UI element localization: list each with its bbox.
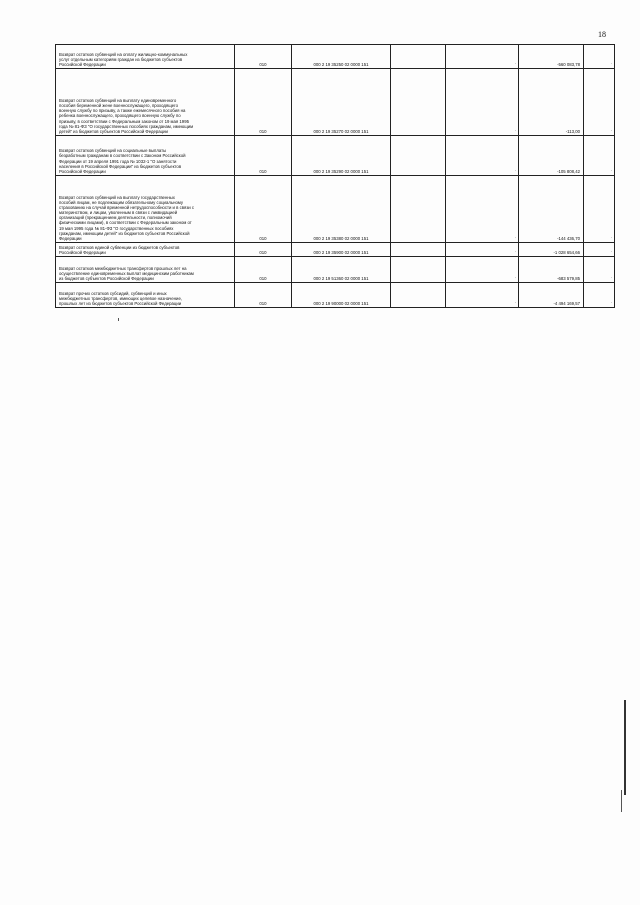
row-empty-cell — [391, 69, 446, 136]
row-budget-classification-code — [292, 283, 391, 308]
tick-mark: · — [514, 275, 516, 281]
page-number: 18 — [598, 30, 606, 39]
row-line-code-text: 010 — [259, 300, 267, 306]
row-line-code-text: 010 — [259, 128, 267, 134]
tick-mark: · — [514, 61, 516, 67]
row-empty-cell — [584, 45, 615, 69]
row-budget-classification-code — [292, 257, 391, 283]
row-empty-cell — [391, 136, 446, 176]
row-description — [56, 176, 235, 243]
row-amount-text: -1 028 654,66 — [553, 249, 580, 255]
row-empty-cell — [446, 243, 519, 257]
tick-mark: · — [610, 275, 612, 281]
row-empty-cell — [391, 283, 446, 308]
table-row — [56, 283, 615, 308]
row-amount — [519, 283, 584, 308]
row-empty-cell — [584, 176, 615, 243]
row-budget-classification-code-text: 000 2 19 35270 02 0000 151 — [313, 128, 369, 134]
row-line-code — [235, 176, 292, 243]
row-description — [56, 243, 235, 257]
row-budget-classification-code-text: 000 2 19 35290 02 0000 151 — [313, 168, 369, 174]
row-empty-cell — [584, 136, 615, 176]
row-line-code — [235, 257, 292, 283]
row-description-text: Возврат прочих остатков субсидий, субвенций и иных межбюджетных трансфертов, имеющих целевое назначение, прошлых лет из бюджетов субъектов Российской Федерации — [59, 290, 183, 306]
row-line-code-text: 010 — [259, 61, 267, 67]
row-amount-text: -105 808,42 — [557, 168, 580, 174]
row-empty-cell — [446, 69, 519, 136]
table-row — [56, 136, 615, 176]
row-budget-classification-code-text: 000 2 19 90000 02 0000 151 — [313, 300, 369, 306]
row-description — [56, 136, 235, 176]
table-row — [56, 69, 615, 136]
row-description-text: Возврат остатков межбюджетных трансфертов прошлых лет на осуществление единовременных выплат медицинским работникам из бюджетов субъектов Российской Федерации — [59, 265, 194, 281]
scan-edge-line-lower — [621, 790, 622, 812]
row-budget-classification-code — [292, 45, 391, 69]
tick-mark: · — [514, 235, 516, 241]
row-line-code-text: 010 — [259, 275, 267, 281]
row-line-code — [235, 69, 292, 136]
row-empty-cell — [446, 45, 519, 69]
row-empty-cell — [584, 69, 615, 136]
row-empty-cell — [391, 243, 446, 257]
row-line-code-text: 010 — [259, 235, 267, 241]
row-budget-classification-code — [292, 136, 391, 176]
row-budget-classification-code-text: 000 2 19 35900 02 0000 151 — [313, 249, 369, 255]
row-empty-cell — [391, 45, 446, 69]
row-line-code — [235, 283, 292, 308]
row-empty-cell — [584, 257, 615, 283]
budget-return-table — [55, 44, 615, 308]
row-empty-cell — [446, 136, 519, 176]
row-amount — [519, 243, 584, 257]
tick-mark: · — [514, 128, 516, 134]
scan-edge-line — [624, 700, 626, 795]
row-description-text: Возврат остатков субвенций на выплату единовременного пособия беременной жене военнослужащего, проходящего военную службу по призыву, а также ежемесячного пособия на ребенка военнослужащего, проходящего военную службу по призыву, в соответствии с Федеральным законом от 19 мая 1995 года № 81-ФЗ "О государственных пособиях гражданам, имеющим детей" из бюджетов субъектов Российской Федерации — [59, 97, 194, 134]
row-empty-cell — [446, 257, 519, 283]
row-budget-classification-code — [292, 69, 391, 136]
tick-mark: · — [610, 249, 612, 255]
row-description — [56, 257, 235, 283]
row-empty-cell — [584, 283, 615, 308]
row-empty-cell — [391, 176, 446, 243]
tick-mark: · — [610, 61, 612, 67]
row-empty-cell — [446, 283, 519, 308]
row-amount-text: -144 436,70 — [557, 235, 580, 241]
row-description — [56, 283, 235, 308]
row-amount — [519, 45, 584, 69]
tick-mark: · — [610, 300, 612, 306]
row-amount — [519, 176, 584, 243]
table-row — [56, 176, 615, 243]
tick-mark: · — [610, 168, 612, 174]
table-row — [56, 45, 615, 69]
row-description-text: Возврат остатков субвенций на выплату государственных пособий лицам, не подлежащим обязательному социальному страхованию на случай временной нетрудоспособности и в связи с материнством, и лицам, уволенным в связи с ликвидацией организаций (прекращением деятельности, полномочий физическими лицами), в соответствии с Федеральным законом от 19 мая 1995 года № 81-ФЗ "О государственных пособиях гражданам, имеющим детей" из бюджетов субъектов Российской Федерации — [59, 194, 195, 241]
row-amount-text: -4 494 169,57 — [553, 300, 580, 306]
row-description — [56, 69, 235, 136]
row-line-code — [235, 136, 292, 176]
row-line-code-text: 010 — [259, 249, 267, 255]
row-budget-classification-code-text: 000 2 19 51360 02 0000 151 — [313, 275, 369, 281]
table-row — [56, 243, 615, 257]
row-budget-classification-code — [292, 243, 391, 257]
tick-mark: · — [514, 249, 516, 255]
table-row — [56, 257, 615, 283]
row-amount-text: -683 579,85 — [557, 275, 580, 281]
row-budget-classification-code-text: 000 2 19 35380 02 0000 151 — [313, 235, 369, 241]
tick-mark: · — [514, 168, 516, 174]
row-empty-cell — [391, 257, 446, 283]
row-budget-classification-code-text: 000 2 19 35250 02 0000 151 — [313, 61, 369, 67]
stray-mark — [118, 318, 119, 321]
row-description — [56, 45, 235, 69]
row-line-code — [235, 45, 292, 69]
row-budget-classification-code — [292, 176, 391, 243]
row-amount — [519, 136, 584, 176]
row-line-code — [235, 243, 292, 257]
row-amount — [519, 69, 584, 136]
row-description-text: Возврат остатков единой субвенции из бюджетов субъектов Российской Федерации — [59, 244, 180, 255]
row-empty-cell — [446, 176, 519, 243]
row-amount-text: -113,00 — [565, 128, 580, 134]
tick-mark: · — [610, 235, 612, 241]
tick-mark: · — [610, 128, 612, 134]
row-amount-text: -560 083,78 — [557, 61, 580, 67]
row-description-text: Возврат остатков субвенций на оплату жилищно-коммунальных услуг отдельным категориям граждан из бюджетов субъектов Российской Федерации — [59, 51, 188, 67]
row-line-code-text: 010 — [259, 168, 267, 174]
row-amount — [519, 257, 584, 283]
row-description-text: Возврат остатков субвенций на социальные выплаты безработным гражданам в соответствии с Законом Российской Федерации от 19 апреля 1991 года № 1032-1 "О занятости населения в Российской Федерации" из бюджетов субъектов Российской Федерации — [59, 148, 186, 174]
row-empty-cell — [584, 243, 615, 257]
tick-mark: · — [514, 300, 516, 306]
